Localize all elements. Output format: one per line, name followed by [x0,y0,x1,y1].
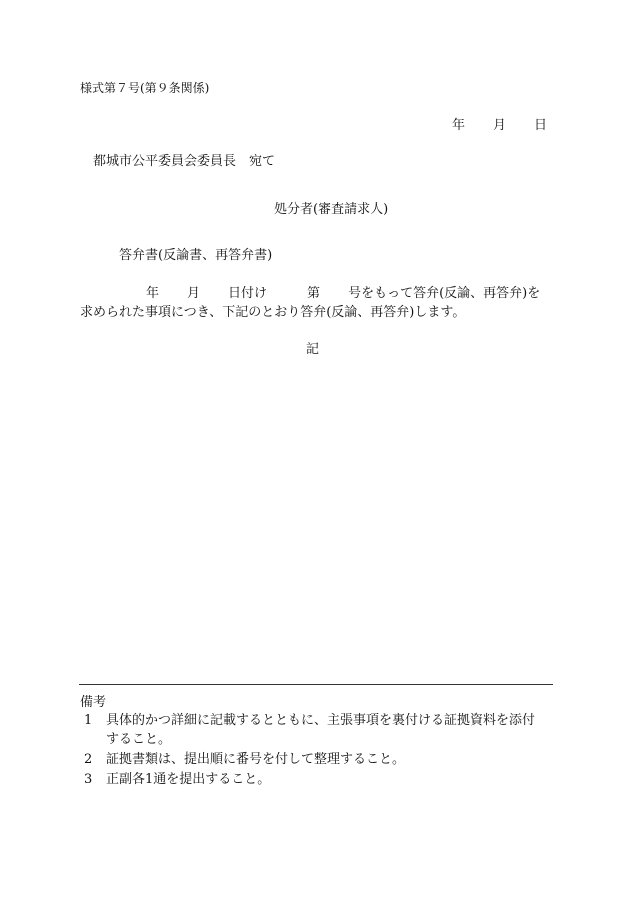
record-label: 記 [306,342,320,357]
date-line [452,119,547,132]
note-text-continued: すること。 [106,732,172,747]
notes-divider [79,684,553,685]
handler-label: 処分者(審査請求人) [274,202,389,217]
note-number: 1 [84,713,93,728]
date-month-label: 月 [493,118,507,133]
document-title: 答弁書(反論書、再答弁書) [119,248,273,263]
body-year-label: 年 [146,286,160,301]
note-number: 3 [84,772,93,787]
form-number: 様式第７号(第９条関係) [80,81,210,95]
notes-heading: 備考 [80,695,107,710]
date-day-label: 日 [534,118,548,133]
body-line-1 [80,287,540,300]
date-year-label: 年 [452,118,466,133]
note-text: 具体的かつ詳細に記載するとともに、主張事項を裏付ける証拠資料を添付 [106,713,536,728]
addressee: 都城市公平委員会委員長 宛て [93,154,276,169]
body-number-prefix: 第 [307,286,321,301]
note-text: 証拠書類は、提出順に番号を付して整理すること。 [106,752,406,767]
body-month-label: 月 [187,286,201,301]
body-date-suffix: 日付け [228,286,268,301]
note-number: 2 [84,752,93,767]
body-line1-rest: 号をもって答弁(反論、再答弁)を [348,286,541,301]
note-text: 正副各1通を提出すること。 [106,772,271,787]
body-line-2: 求められた事項につき、下記のとおり答弁(反論、再答弁)します。 [80,305,466,320]
